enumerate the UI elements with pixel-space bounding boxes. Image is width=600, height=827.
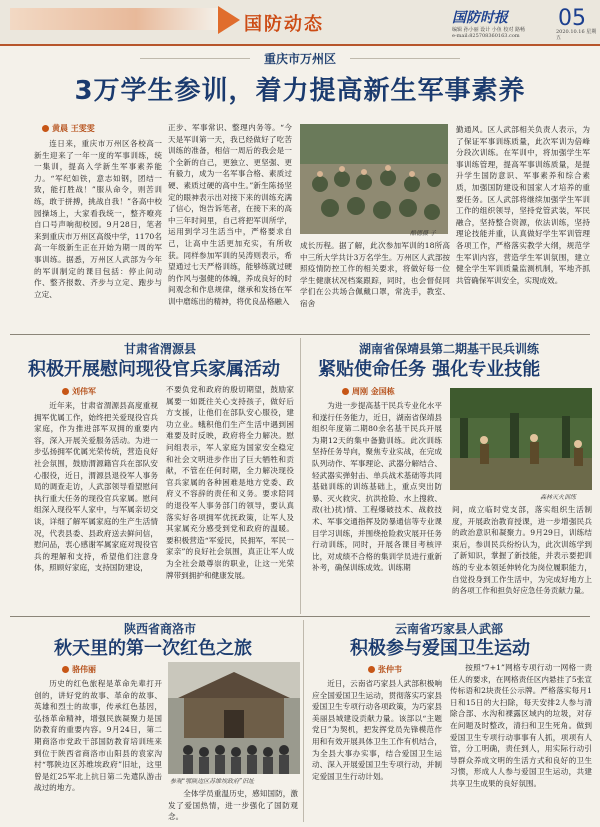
story2-headline: 积极开展慰问现役官兵家属活动 — [28, 359, 280, 380]
story5-col2-text: 按照“7+1”网格专项行动一网格一责任人的要求，在网格责任区内悬挂了5张宣传标语和2块责任公示牌。严格落实每月1日和15日的大扫除，每天安排2人参与清除合部、水沟和裸露区域内的垃圾，对存在问题及时整改，清扫和卫生死角。做到爱国卫生专项行动事事有人抓，项项有人管，分工明确，责任到人，用实际行动引导群众养成文明的生活方式和良好的卫生习惯，形成人人参与爱国卫生运动，共建共享卫生成果的良好氛围。 — [450, 663, 592, 788]
paper-editors: 编辑 孙小丽 设计 小鱼 校对 路畅 — [452, 27, 525, 33]
story1-kicker-rule-left — [140, 58, 250, 59]
story4-photo-caption: 参观“鄂陕边区苏维埃政府”旧址 — [170, 778, 255, 785]
story4-byline — [62, 664, 96, 675]
story23-bottom-rule — [10, 616, 590, 617]
story2-byline — [62, 386, 96, 397]
page-number: 05 — [558, 6, 586, 31]
story1-col3-text: 成长历程。据了解，此次参加军训的18所高中三所大学共计3万名学生。万州区人武部按照疫情防控工作的相关要求，将做好每一位学生健康状况档案跟踪，同时，也会督促同学们在公共场合佩戴口罩，常洗手，教室、宿舍 — [300, 241, 450, 308]
byline-dot-icon — [42, 125, 49, 132]
story4-headline: 秋天里的第一次红色之旅 — [54, 638, 252, 659]
story3-col1-text: 为进一步提高基干民兵专业化水平和遂行任务能力，近日，湖南省保靖县组织年度第二期80余名基干民兵开展为期12天的集中备勤训练。此次训练坚持任务导向，聚焦专业实战，在完成队列动作、军事理论、武器分解结合、轻武器实弹射击、单兵战术基础等共同基础训练的训练基础上，重点突出防暴、灭火救灾、抗洪抢险、水上搜救、敌(社)扰)情、工程爆破技术、战救技术、军事交通指挥及防暴通信等专业课目学习训练，并围绕抢险救灾展开任务行动训练，同时，开展各课目考核评比，对成绩不合格的集训学员进行重新补考，确保训练成效。训练期 — [312, 401, 442, 573]
story4-photo — [168, 662, 300, 774]
section-title: 国防动态 — [244, 14, 324, 35]
story1-bottom-rule — [10, 334, 590, 335]
column-divider — [300, 338, 301, 614]
story2-kicker: 甘肃省渭源县 — [123, 342, 196, 356]
story4-col1 — [34, 678, 162, 822]
story5-byline — [368, 664, 402, 675]
story3-kicker: 湖南省保靖县第二期基干民兵训练 — [358, 342, 539, 356]
byline-dot-icon — [368, 666, 375, 673]
story5-col1-text: 近日，云南省巧家县人武部积极响应全国爱国卫生运动，贯彻落实巧家县爱国卫生专项行动各项政策，为巧家县美丽县城建设贡献力量。该部以“主题党日”为契机，把发挥党员先锋模范作用和有效开展具体卫生工作有机结合，为全县大事办实事，结合爱国卫生运动、深入开展爱国卫生专项行动，并制定爱国卫生行动计划。 — [312, 679, 442, 781]
story5-col2 — [450, 662, 592, 822]
story3-photo-caption: 森林灭火训练 — [540, 494, 577, 501]
story2-col2 — [166, 384, 294, 612]
byline-dot-icon — [62, 388, 69, 395]
story1-col2 — [168, 122, 292, 328]
story1-photo-caption: 酷德摄 子 — [410, 230, 436, 237]
story1-byline — [42, 123, 95, 134]
byline-dot-icon — [62, 666, 69, 673]
story1-kicker: 重庆市万州区 — [263, 52, 336, 66]
paper-email: e-mail:825708360163.com — [452, 33, 520, 39]
story3-byline-text: 周刚 金国栋 — [352, 386, 395, 396]
story1-col4 — [456, 124, 590, 328]
story5-headline: 积极参与爱国卫生运动 — [350, 638, 530, 659]
header-decoration — [10, 8, 220, 30]
story5-byline-text: 张仲韦 — [378, 664, 402, 674]
date-line: 2020.10.16 星期五 — [556, 29, 597, 41]
paper-logo: 国防时报 — [452, 10, 508, 26]
story1-byline-text: 黄晨 王雯雯 — [52, 123, 95, 133]
story3-col1 — [312, 400, 442, 612]
story1-col1 — [34, 138, 162, 328]
story3-photo — [450, 388, 592, 490]
story1-col1-text: 连日来，重庆市万州区各校高一新生迎来了一年一度的军事训练，统一集训，提高入学新生军事素养能力。“军纪如铁，意志如钢，团结一致，能打胜战！”服从命令，则苦训练，敢于拼搏，挑战自我！”各高中校园操场上，大家看我统一，整齐嘹亮自口号声响彻校园。9月28日，笔者来到重庆市万州区高级中学，1170名高一年级新生正在开始为期一周的军事训练。据悉，万州区人武部为今年的军训制定的课目包括：停止间动作、整齐报数、齐步与立定、跑步与立定、 — [34, 139, 162, 299]
story2-col1-text: 近年来，甘肃省渭源县高度重视拥军优属工作，始终把关爱现役官兵家庭，作为推进部军双拥的重要内容，深入开展关爱服务活动。为进一步弘扬拥军优属光荣传统，营造良好社会氛围，鼓励渭源籍官兵在部队安心服役，近日，渭源县退役军人事务局的调查走访，人武部领导看望慰问执行重大任务的现役官兵家属。慰问组深入现役军人家中，与军属亲切交谈，详细了解军属家庭的生产生活情况，代表县委、县政府送去鲜问信，慰问品，衷心感谢军属家庭对现役官兵的理解和支持，希望他们注意身体，照顾好家庭，支持国防建设， — [34, 401, 158, 573]
story1-col3 — [300, 240, 450, 328]
header-rule — [0, 44, 600, 46]
story4-byline-text: 骆伟丽 — [72, 664, 96, 674]
story3-headline: 紧贴使命任务 强化专业技能 — [318, 359, 541, 380]
story4-kicker: 陕西省商洛市 — [123, 622, 196, 636]
header-arrow-icon — [218, 6, 240, 34]
story1-col2-text: 正步、军事常识、整理内务等。“今天是军训第一天，我已经做好了吃苦训练的准备，相信一周后的我会是一个全新的自己，更独立、更坚强、更有毅力，成为一名军事合格、素质过硬、素质过硬的高中生。”新生陈扬坚定的眼神表示出对接下来的训练充满了信心，饱告诉笔者，在接下来的高中三年时间里，自己将把军训所学，运用到学习生活当中，严格要求自己，让高中生活更加充实，有所收获。同样参加军训的吴涛则表示，希望通过七天严格训练，能够练就过硬的作风与强健的体魄，养成良好的时间观念和作息规律，继承和发扬在军训中磨练出的精神，将优良品格融入 — [168, 123, 292, 306]
story4-col1-text: 历史的红色旅程是革命先辈打开创的，讲好党的故事、革命的故事、英雄和烈士的故事，传承红色基因，弘扬革命精神，增强民族凝聚力是国防教育的重要内容。9月24日，第二期商洛市党政干部国防教育培训班来到位于陕西省商洛市山阳县的袁家沟村“鄂陕边区苏维埃政府”旧址，这里曾是红25军北上抗日第二先遣队游击战过的地方。 — [34, 679, 162, 793]
story3-col2 — [452, 504, 592, 612]
story4-col2-text: 全体学员重温历史，感知国防，激发了爱国热情，进一步强化了国防观念。 — [168, 789, 298, 822]
column-divider-bottom — [303, 620, 304, 822]
story3-col2-text: 间，成立临时党支部，落实组织生活制度，开展政治教育授课，进一步增强民兵的政治意识和凝聚力。9月29日，训练结束后，参训民兵纷纷认为，此次训练学到了新知识，掌握了新技能，并表示要把训练的专业本领延伸转化为岗位履职能力，自觉投身到工作生活中，为完成好地方上的各项工作和担负好应急任务贡献力量。 — [452, 505, 592, 596]
byline-dot-icon — [342, 388, 349, 395]
story1-photo — [300, 124, 448, 234]
story5-kicker: 云南省巧家县人武部 — [394, 622, 503, 636]
story2-col2-text: 不要负党和政府的殷切期望，鼓励家属要一如既往关心支持孩子，做好后方支援，让他们在部队安心服役，建功立业。蛾积他们生产生活中遇到困难要及时反映，政府将全力解决。慰问组表示，军人家庭为国家安全稳定和社会文明进步作出了巨大牺牲和贡献，不管在任何时期，全力解决现役官兵家属的各种困难是地方党委、政府义不容辞的责任和义务。要求陪同的退役军人事务部门的领导，要认真落实好各项拥军优抚政策，让军人及其家属充分感受到党和政府的温暖。要积极营造“军爱民，民拥军，军民一家亲”的良好社会氛围，真正让军人成为全社会最尊崇的职业，让这一光荣牌带到拥护和健康发展。 — [166, 385, 294, 580]
story5-col1 — [312, 678, 442, 822]
story1-kicker-rule-right — [350, 58, 460, 59]
story3-byline — [342, 386, 395, 397]
story1-col4-text: 勤通风。区人武部相关负责人表示，为了保证军事训练质量，此次军训为倍峰分段次训练。在军训中，将加强学生军事训练管理，提高军事训练质量，是提升学生国防意识、军事素养和综合素质，加强国防建设和国家人才培养的重要任务。区人武部将继续加强学生军训工作的组织领导，坚持党管武装，军民融合，坚持整合资源，依法训练，坚持理论技能并重，认真做好学生军训管理各项工作，严格落实教学大纲，规范学生军训内容，营造学生军训氛围，建立健全学生军训质量监测机制，军地齐抓共管确保军训安全，实现成效。 — [456, 125, 590, 285]
story1-headline: 3万学生参训，着力提高新生军事素养 — [74, 76, 526, 106]
story2-col1 — [34, 400, 158, 612]
story2-byline-text: 刘伟军 — [72, 386, 96, 396]
paper-meta — [452, 27, 552, 39]
story4-col2 — [168, 788, 298, 822]
